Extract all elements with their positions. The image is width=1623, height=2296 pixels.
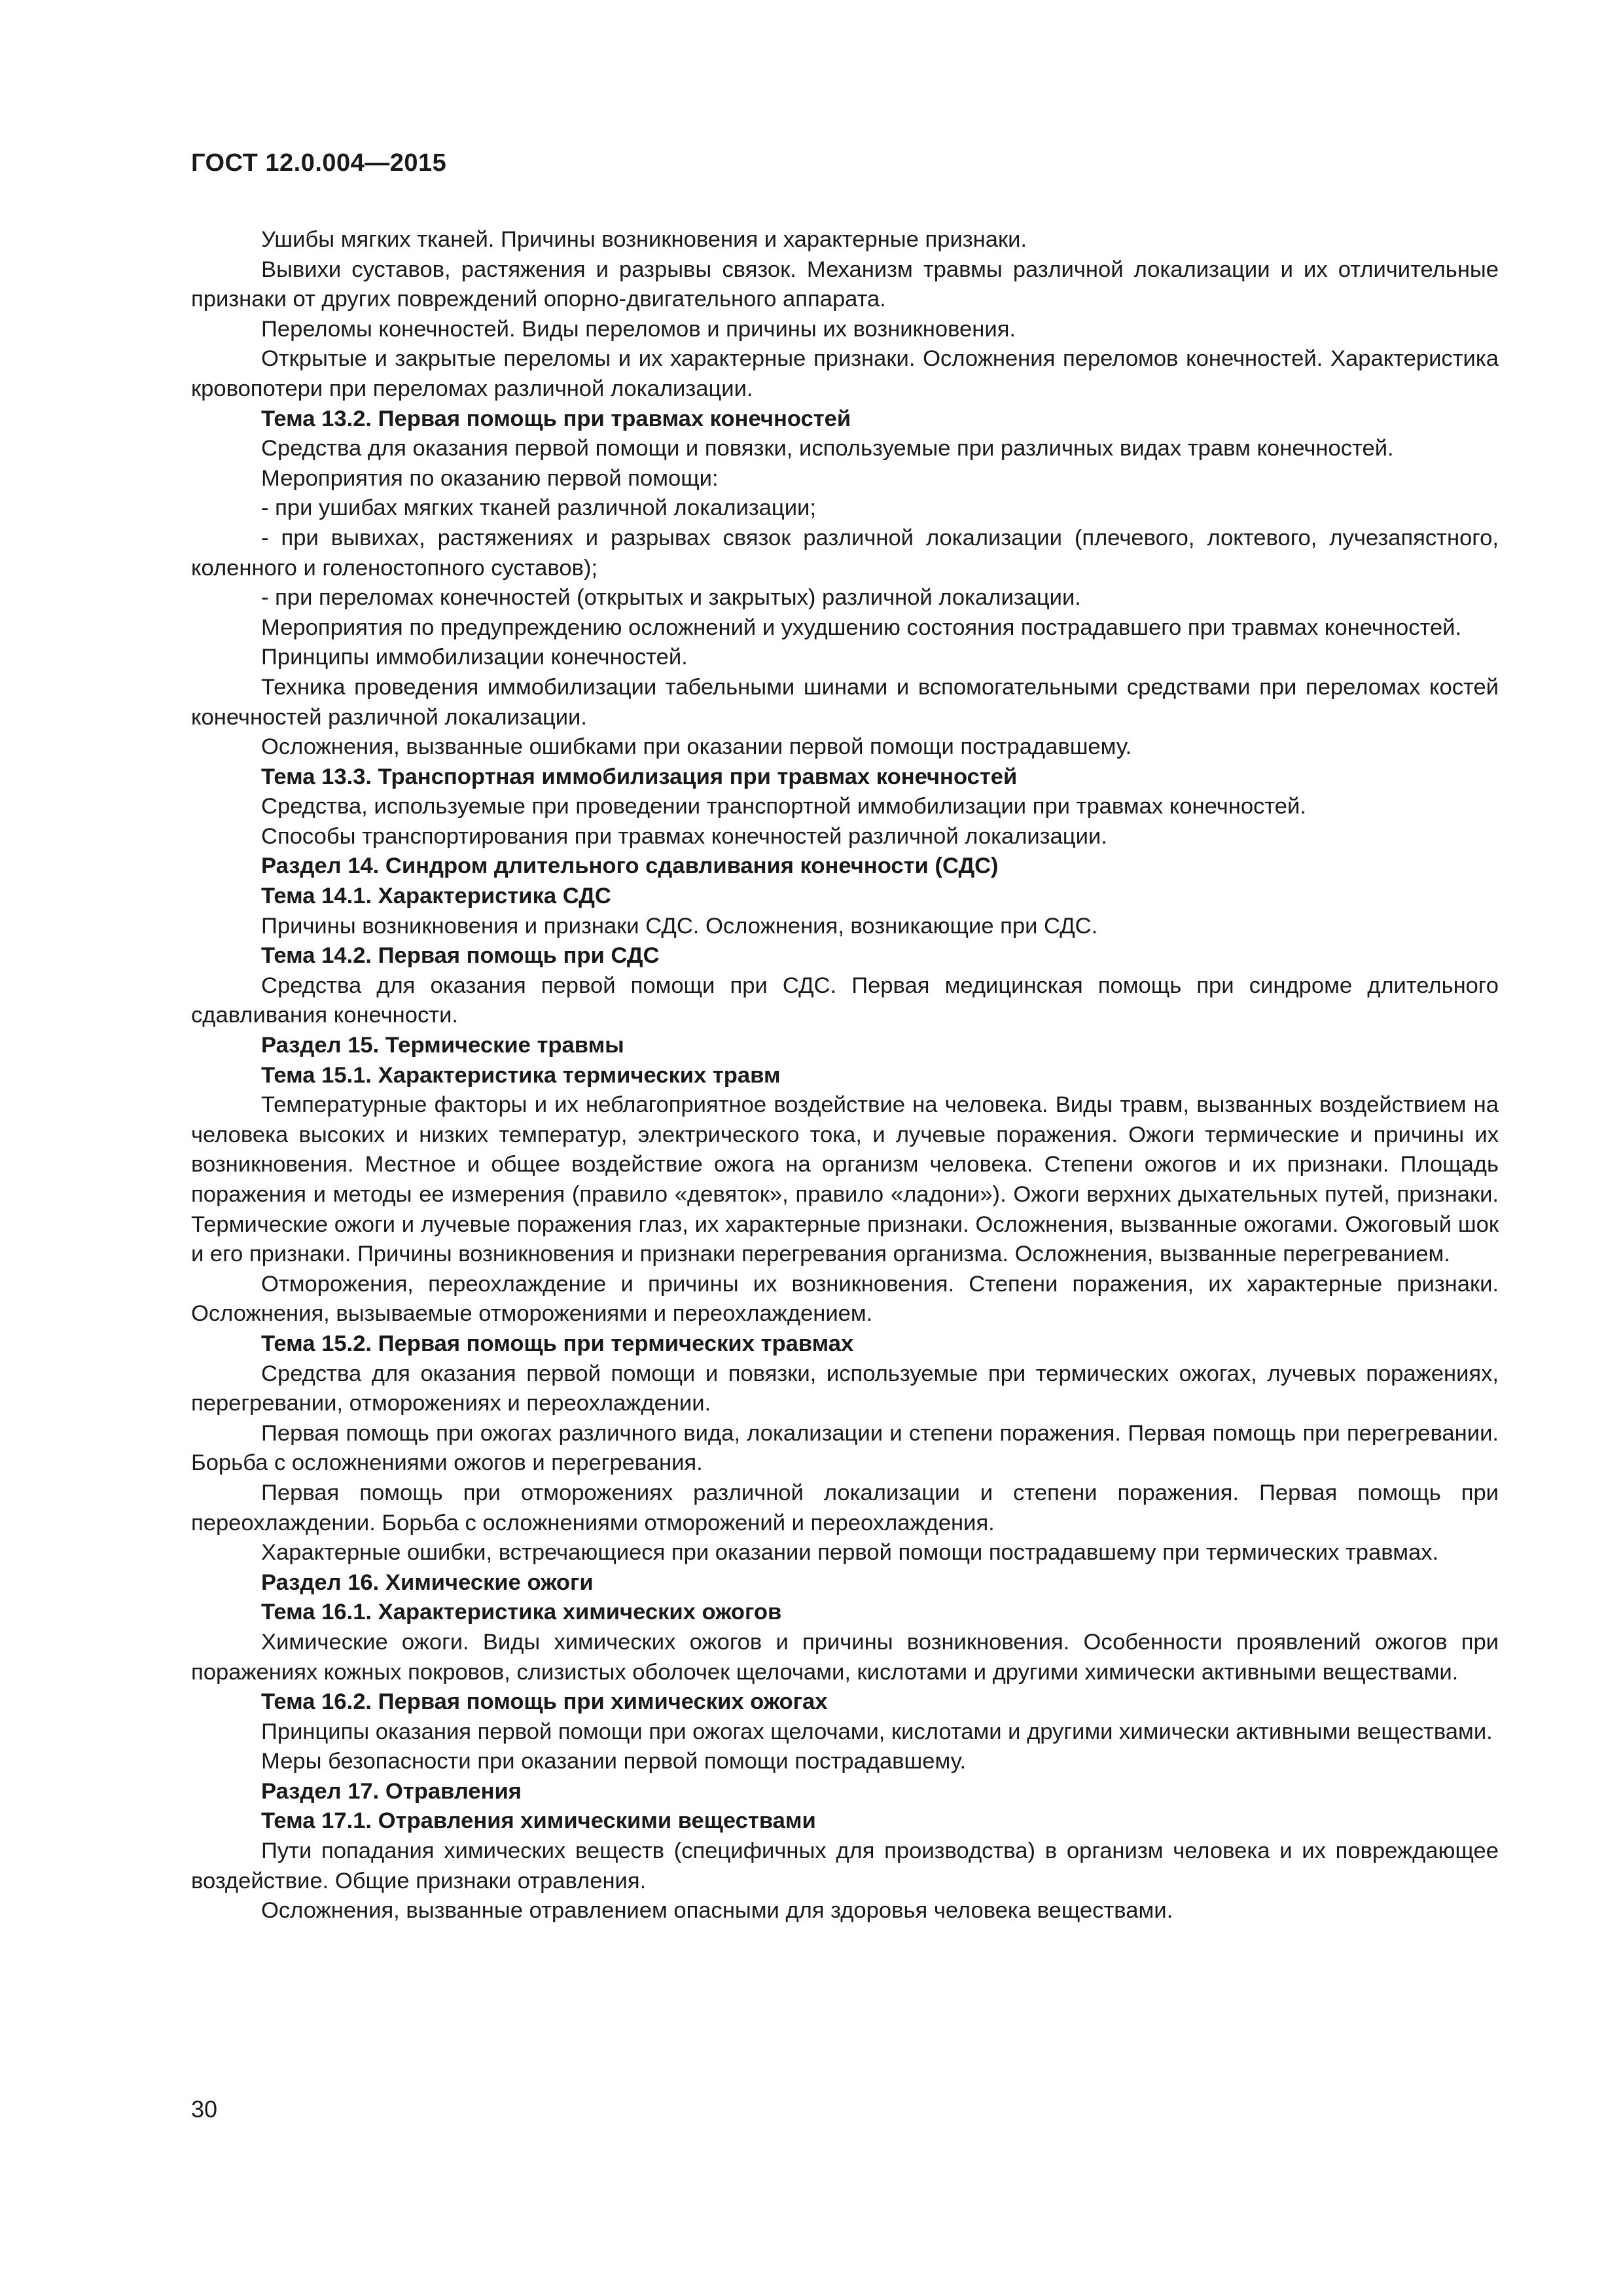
body-paragraph: Открытые и закрытые переломы и их характерные признаки. Осложнения переломов конечностей. Характеристика кровопотери при переломах различной локализации. xyxy=(191,346,1499,401)
body-paragraph: Средства для оказания первой помощи и повязки, используемые при различных видах травм конечностей. xyxy=(261,436,1394,461)
body-paragraph: Техника проведения иммобилизации табельными шинами и вспомогательными средствами при переломах костей конечностей различной локализации. xyxy=(191,674,1499,730)
section-heading: Тема 17.1. Отравления химическими веществами xyxy=(261,1808,816,1834)
body-paragraph: Средства, используемые при проведении транспортной иммобилизации при травмах конечностей. xyxy=(261,794,1306,819)
body-paragraph: Принципы иммобилизации конечностей. xyxy=(261,645,688,670)
section-heading: Тема 15.1. Характеристика термических травм xyxy=(261,1062,781,1088)
body-paragraph: Температурные факторы и их неблагоприятное воздействие на человека. Виды травм, вызванных воздействием на человека высоких и низких температур, электрического тока, и лучевые поражения. Ожоги термические и причины их возникновения. Местное и общее воздействие ожога на организм человека. Степени ожогов и их признаки. Площадь поражения и методы ее измерения (правило «девяток», правило «ладони»). Ожоги верхних дыхательных путей, признаки. Термические ожоги и лучевые поражения глаз, их характерные признаки. Осложнения, вызванные ожогами. Ожоговый шок и его признаки. Причины возникновения и признаки перегревания организма. Осложнения, вызванные перегреванием. xyxy=(191,1092,1499,1267)
body-paragraph: - при переломах конечностей (открытых и закрытых) различной локализации. xyxy=(261,585,1081,611)
section-heading: Тема 13.3. Транспортная иммобилизация при травмах конечностей xyxy=(261,764,1018,789)
body-paragraph: Химические ожоги. Виды химических ожогов и причины возникновения. Особенности проявлений ожогов при поражениях кожных покровов, слизистых оболочек щелочами, кислотами и другими химически активными веществами. xyxy=(191,1629,1499,1685)
body-paragraph: Первая помощь при отморожениях различной локализации и степени поражения. Первая помощь при переохлаждении. Борьба с осложнениями отморожений и переохлаждения. xyxy=(191,1480,1499,1535)
body-paragraph: Причины возникновения и признаки СДС. Осложнения, возникающие при СДС. xyxy=(261,913,1098,939)
body-paragraph: Осложнения, вызванные ошибками при оказании первой помощи пострадавшему. xyxy=(261,734,1132,760)
body-paragraph: Характерные ошибки, встречающиеся при оказании первой помощи пострадавшему при термических травмах. xyxy=(261,1540,1439,1566)
body-paragraph: Средства для оказания первой помощи при СДС. Первая медицинская помощь при синдроме длительного сдавливания конечности. xyxy=(191,973,1499,1028)
section-heading: Раздел 17. Отравления xyxy=(261,1778,522,1804)
body-paragraph: Средства для оказания первой помощи и повязки, используемые при термических ожогах, лучевых поражениях, перегревании, отморожениях и переохлаждении. xyxy=(191,1361,1499,1416)
document-body xyxy=(191,225,1499,1926)
body-paragraph: Первая помощь при ожогах различного вида, локализации и степени поражения. Первая помощь при перегревании. Борьба с осложнениями ожогов и перегревания. xyxy=(191,1420,1499,1476)
section-heading: Тема 15.2. Первая помощь при термических травмах xyxy=(261,1331,854,1356)
body-paragraph: Меры безопасности при оказании первой помощи пострадавшему. xyxy=(261,1749,967,1774)
body-paragraph: Осложнения, вызванные отравлением опасными для здоровья человека веществами. xyxy=(261,1898,1173,1924)
body-paragraph: Мероприятия по оказанию первой помощи: xyxy=(261,465,719,491)
body-paragraph: Способы транспортирования при травмах конечностей различной локализации. xyxy=(261,823,1107,849)
section-heading: Раздел 16. Химические ожоги xyxy=(261,1570,594,1595)
section-heading: Тема 14.2. Первая помощь при СДС xyxy=(261,943,660,969)
document-header: ГОСТ 12.0.004—2015 xyxy=(191,149,447,177)
section-heading: Тема 13.2. Первая помощь при травмах конечностей xyxy=(261,406,851,431)
body-paragraph: Вывихи суставов, растяжения и разрывы связок. Механизм травмы различной локализации и их отличительные признаки от других повреждений опорно-двигательного аппарата. xyxy=(191,257,1499,312)
body-paragraph: Отморожения, переохлаждение и причины их возникновения. Степени поражения, их характерные признаки. Осложнения, вызываемые отморожениями и переохлаждением. xyxy=(191,1271,1499,1327)
section-heading: Тема 14.1. Характеристика СДС xyxy=(261,884,611,909)
body-paragraph: - при вывихах, растяжениях и разрывах связок различной локализации (плечевого, локтевого, лучезапястного, коленного и голеностопного суставов); xyxy=(191,525,1499,581)
section-heading: Раздел 15. Термические травмы xyxy=(261,1033,624,1058)
section-heading: Тема 16.2. Первая помощь при химических ожогах xyxy=(261,1689,828,1715)
body-paragraph: Принципы оказания первой помощи при ожогах щелочами, кислотами и другими химически активными веществами. xyxy=(261,1719,1493,1744)
section-heading: Раздел 14. Синдром длительного сдавливания конечности (СДС) xyxy=(261,853,999,879)
body-paragraph: Мероприятия по предупреждению осложнений и ухудшению состояния пострадавшего при травмах конечностей. xyxy=(261,615,1462,640)
body-paragraph: Ушибы мягких тканей. Причины возникновения и характерные признаки. xyxy=(261,227,1027,252)
body-paragraph: - при ушибах мягких тканей различной локализации; xyxy=(261,495,816,521)
section-heading: Тема 16.1. Характеристика химических ожогов xyxy=(261,1600,782,1625)
page-number: 30 xyxy=(191,2096,218,2123)
body-paragraph: Пути попадания химических веществ (специфичных для производства) в организм человека и их повреждающее воздействие. Общие признаки отравления. xyxy=(191,1839,1499,1893)
body-paragraph: Переломы конечностей. Виды переломов и причины их возникновения. xyxy=(261,316,1016,342)
